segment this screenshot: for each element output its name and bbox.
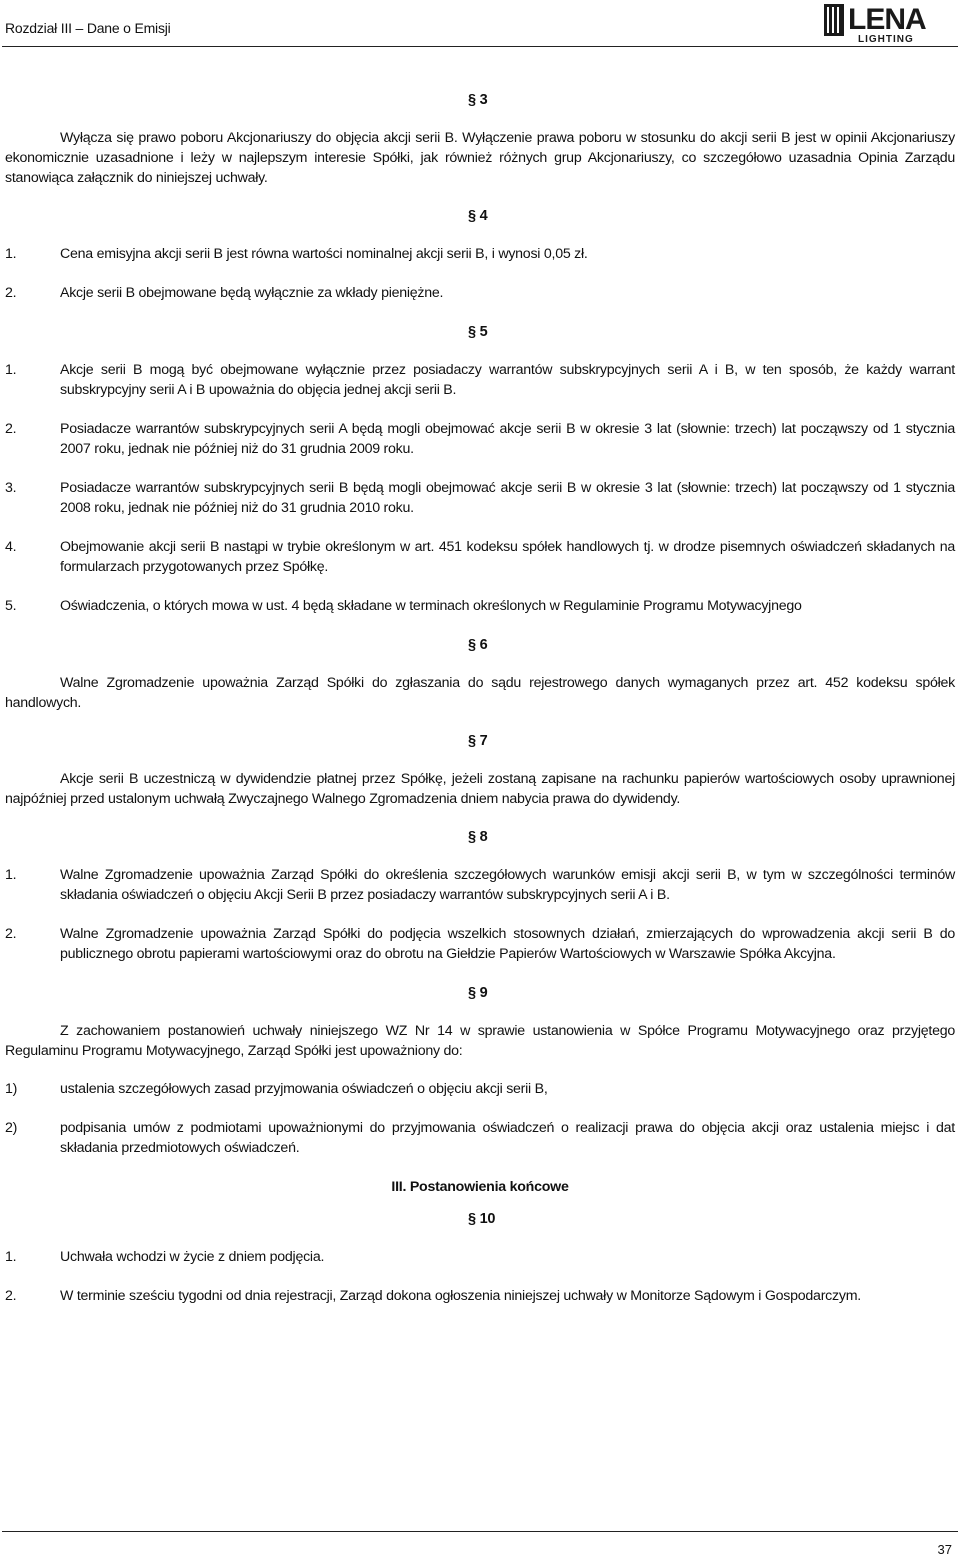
list-item: 3. Posiadacze warrantów subskrypcyjnych serii B będą mogli obejmować akcje serii B w okresie 3 lat (słownie: trzech) lat począwszy od 1 stycznia 2008 roku, jednak nie później niż do 31 grudnia 2010 roku. (5, 480, 955, 516)
paragraph-s3: Wyłącza się prawo poboru Akcjonariuszy do objęcia akcji serii B. Wyłączenie prawa poboru w stosunku do akcji serii B jest w opinii Akcjonariuszy ekonomicznie uzasadnione i leży w najlepszym interesie Spółki, jak również różnych grup Akcjonariuszy, co szczegółowo uzasadnia Opinia Zarządu stanowiąca załącznik do niniejszej uchwały. (5, 130, 955, 186)
chapter-header-title: Rozdział III – Dane o Emisji (5, 20, 171, 36)
chapter-title: III. Postanowienia końcowe (391, 1179, 569, 1195)
list-item: 2) podpisania umów z podmiotami upoważnionymi do przyjmowania oświadczeń o realizacji prawa do objęcia akcji oraz ustalenia miejsc i dat składania przedmiotowych oświadczeń. (5, 1120, 955, 1156)
svg-text:LIGHTING: LIGHTING (858, 34, 914, 44)
lena-lighting-logo (824, 2, 954, 44)
list-item: 2. Posiadacze warrantów subskrypcyjnych serii A będą mogli obejmować akcje serii B w okresie 3 lat (słownie: trzech) lat począwszy od 1 stycznia 2007 roku, jednak nie później niż do 31 grudnia 2009 roku. (5, 421, 955, 457)
section-heading: § 10 (468, 1211, 496, 1227)
list-item: 1) ustalenia szczegółowych zasad przyjmowania oświadczeń o objęciu akcji serii B, (5, 1081, 548, 1097)
section-heading: § 7 (468, 733, 488, 749)
page-header (0, 0, 960, 50)
section-heading: § 6 (468, 637, 488, 653)
page-number: 37 (937, 1542, 952, 1557)
list-item: 1. Walne Zgromadzenie upoważnia Zarząd Spółki do określenia szczegółowych warunków emisji akcji serii B, w tym w szczególności terminów składania oświadczeń o objęciu Akcji Serii B przez posiadaczy warrantów subskrypcyjnych serii A i B. (5, 867, 955, 903)
list-item: 4. Obejmowanie akcji serii B nastąpi w trybie określonym w art. 451 kodeksu spółek handlowych tj. w drodze pisemnych oświadczeń składanych na formularzach przygotowanych przez Spółkę. (5, 539, 955, 575)
section-heading: § 5 (468, 324, 488, 340)
list-item: 2. W terminie sześciu tygodni od dnia rejestracji, Zarząd dokona ogłoszenia niniejszej uchwały w Monitorze Sądowym i Gospodarczym. (5, 1288, 861, 1304)
section-heading: § 9 (468, 985, 488, 1001)
paragraph-s6: Walne Zgromadzenie upoważnia Zarząd Spółki do zgłaszania do sądu rejestrowego danych wymaganych przez art. 452 kodeksu spółek handlowych. (5, 675, 955, 711)
section-heading: § 8 (468, 829, 488, 845)
list-item: 1. Cena emisyjna akcji serii B jest równa wartości nominalnej akcji serii B, i wynosi 0,05 zł. (5, 246, 588, 262)
section-heading: § 3 (468, 92, 488, 108)
header-divider (2, 46, 958, 47)
list-item: 2. Akcje serii B obejmowane będą wyłącznie za wkłady pieniężne. (5, 285, 444, 301)
svg-text:LENA: LENA (848, 3, 926, 36)
footer-divider (2, 1531, 958, 1532)
list-item: 1. Akcje serii B mogą być obejmowane wyłącznie przez posiadaczy warrantów subskrypcyjnych serii A i B, w ten sposób, że każdy warrant subskrypcyjny serii A i B upoważnia do objęcia jednej akcji serii B. (5, 362, 955, 398)
document-body (5, 90, 955, 1325)
section-heading: § 4 (468, 208, 488, 224)
list-item: 5. Oświadczenia, o których mowa w ust. 4 będą składane w terminach określonych w Regulaminie Programu Motywacyjnego (5, 598, 802, 614)
paragraph-s7: Akcje serii B uczestniczą w dywidendzie płatnej przez Spółkę, jeżeli zostaną zapisane na rachunku papierów wartościowych osoby uprawnionej najpóźniej przed ustalonym uchwałą Zwyczajnego Walnego Zgromadzenia dniem nabycia prawa do dywidendy. (5, 771, 955, 807)
paragraph-s9-intro: Z zachowaniem postanowień uchwały niniejszego WZ Nr 14 w sprawie ustanowienia w Spółce Programu Motywacyjnego oraz przyjętego Regulaminu Programu Motywacyjnego, Zarząd Spółki jest upoważniony do: (5, 1023, 955, 1059)
list-item: 2. Walne Zgromadzenie upoważnia Zarząd Spółki do podjęcia wszelkich stosownych działań, zmierzających do wprowadzenia akcji serii B do publicznego obrotu papierami wartościowymi oraz do obrotu na Giełdzie Papierów Wartościowych w Warszawie Spółka Akcyjna. (5, 926, 955, 962)
list-item: 1. Uchwała wchodzi w życie z dniem podjęcia. (5, 1249, 325, 1265)
